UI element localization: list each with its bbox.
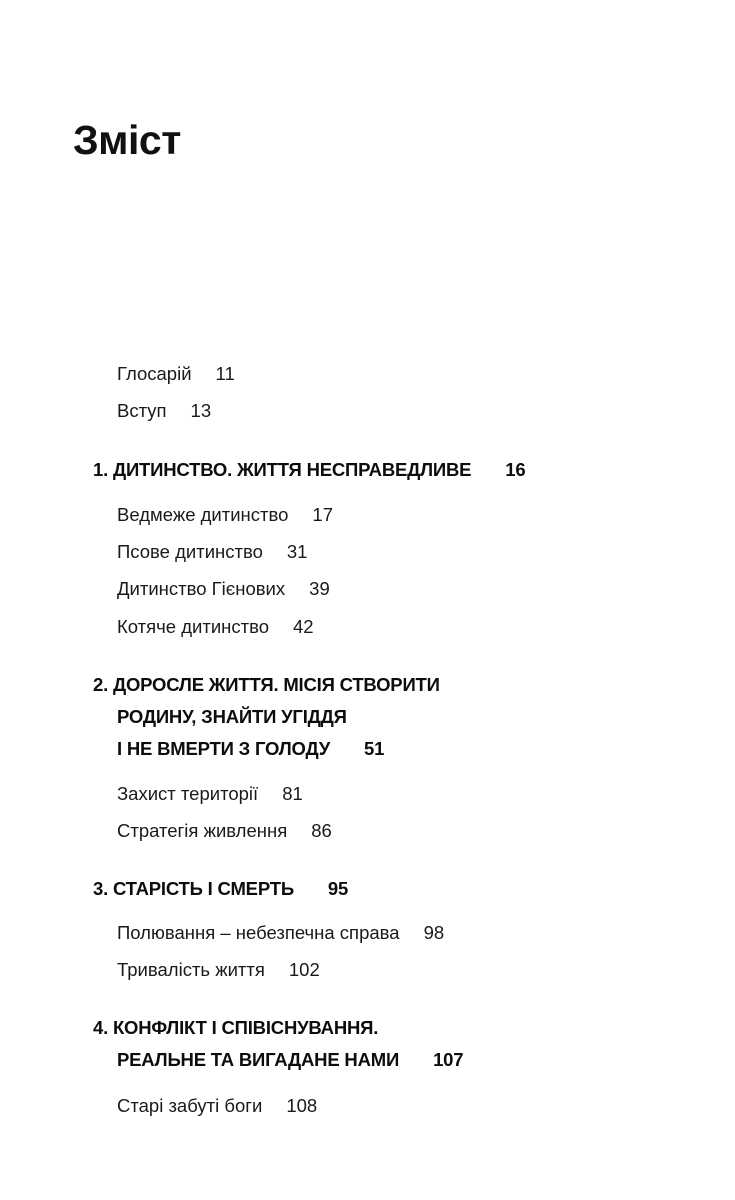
chapter-page: 95 (327, 878, 349, 899)
toc-entry[interactable] (117, 822, 332, 841)
toc-entry-page: 11 (215, 363, 235, 384)
chapter-title: РОДИНУ, ЗНАЙТИ УГІДДЯ (117, 706, 347, 727)
toc-chapter-2-line-1[interactable] (93, 676, 440, 695)
toc-chapter-4-line-1[interactable] (93, 1019, 378, 1038)
toc-chapter-4-line-2[interactable] (117, 1051, 463, 1070)
chapter-title: І НЕ ВМЕРТИ З ГОЛОДУ (117, 738, 331, 759)
chapter-page: 51 (364, 738, 385, 759)
toc-entry-glossary[interactable] (117, 365, 235, 384)
toc-entry-label: Дитинство Гієнових (117, 578, 286, 599)
toc-chapter-2-line-2[interactable] (117, 708, 347, 727)
toc-chapter-3[interactable] (93, 880, 348, 899)
toc-entry-page: 42 (293, 616, 314, 637)
toc-entry-label: Котяче дитинство (117, 616, 270, 637)
toc-entry-page: 81 (282, 783, 303, 804)
toc-entry-label: Полювання – небезпечна справа (117, 922, 400, 943)
toc-entry[interactable] (117, 785, 303, 804)
chapter-title: РЕАЛЬНЕ ТА ВИГАДАНЕ НАМИ (117, 1049, 400, 1070)
toc-entry[interactable] (117, 506, 333, 525)
toc-entry-intro[interactable] (117, 402, 211, 421)
toc-entry-label: Старі забуті боги (117, 1095, 263, 1116)
toc-entry-label: Псове дитинство (117, 541, 263, 562)
toc-entry[interactable] (117, 580, 330, 599)
toc-entry-page: 31 (286, 541, 308, 562)
toc-entry[interactable] (117, 1097, 317, 1116)
chapter-title: 1. ДИТИНСТВО. ЖИТТЯ НЕСПРАВЕДЛИВЕ (93, 459, 472, 480)
chapter-title: 4. КОНФЛІКТ І СПІВІСНУВАННЯ. (93, 1017, 379, 1038)
toc-entry-label: Тривалість життя (117, 959, 265, 980)
chapter-page: 16 (505, 459, 526, 480)
chapter-title: 3. СТАРІСТЬ І СМЕРТЬ (93, 878, 294, 899)
toc-entry-page: 108 (286, 1095, 318, 1116)
toc-entry-page: 102 (288, 959, 320, 980)
toc-entry-label: Захист території (117, 783, 259, 804)
toc-entry[interactable] (117, 618, 314, 637)
toc-entry-page: 17 (312, 504, 333, 525)
toc-entry[interactable] (117, 961, 320, 980)
toc-entry-label: Вступ (117, 400, 167, 421)
page-title: Зміст (73, 117, 181, 163)
toc-entry-label: Стратегія живлення (117, 820, 288, 841)
toc-chapter-1[interactable] (93, 461, 525, 480)
toc-entry-page: 13 (190, 400, 212, 421)
toc-entry-label: Ведмеже дитинство (117, 504, 289, 525)
toc-chapter-2-line-3[interactable] (117, 740, 384, 759)
toc-entry[interactable] (117, 543, 307, 562)
toc-entry-page: 86 (311, 820, 332, 841)
toc-entry-page: 98 (423, 922, 445, 943)
chapter-title: 2. ДОРОСЛЕ ЖИТТЯ. МІСІЯ СТВОРИТИ (93, 674, 440, 695)
toc-entry-page: 39 (309, 578, 330, 599)
chapter-page: 107 (433, 1049, 464, 1070)
toc-entry[interactable] (117, 924, 444, 943)
toc-entry-label: Глосарій (117, 363, 192, 384)
